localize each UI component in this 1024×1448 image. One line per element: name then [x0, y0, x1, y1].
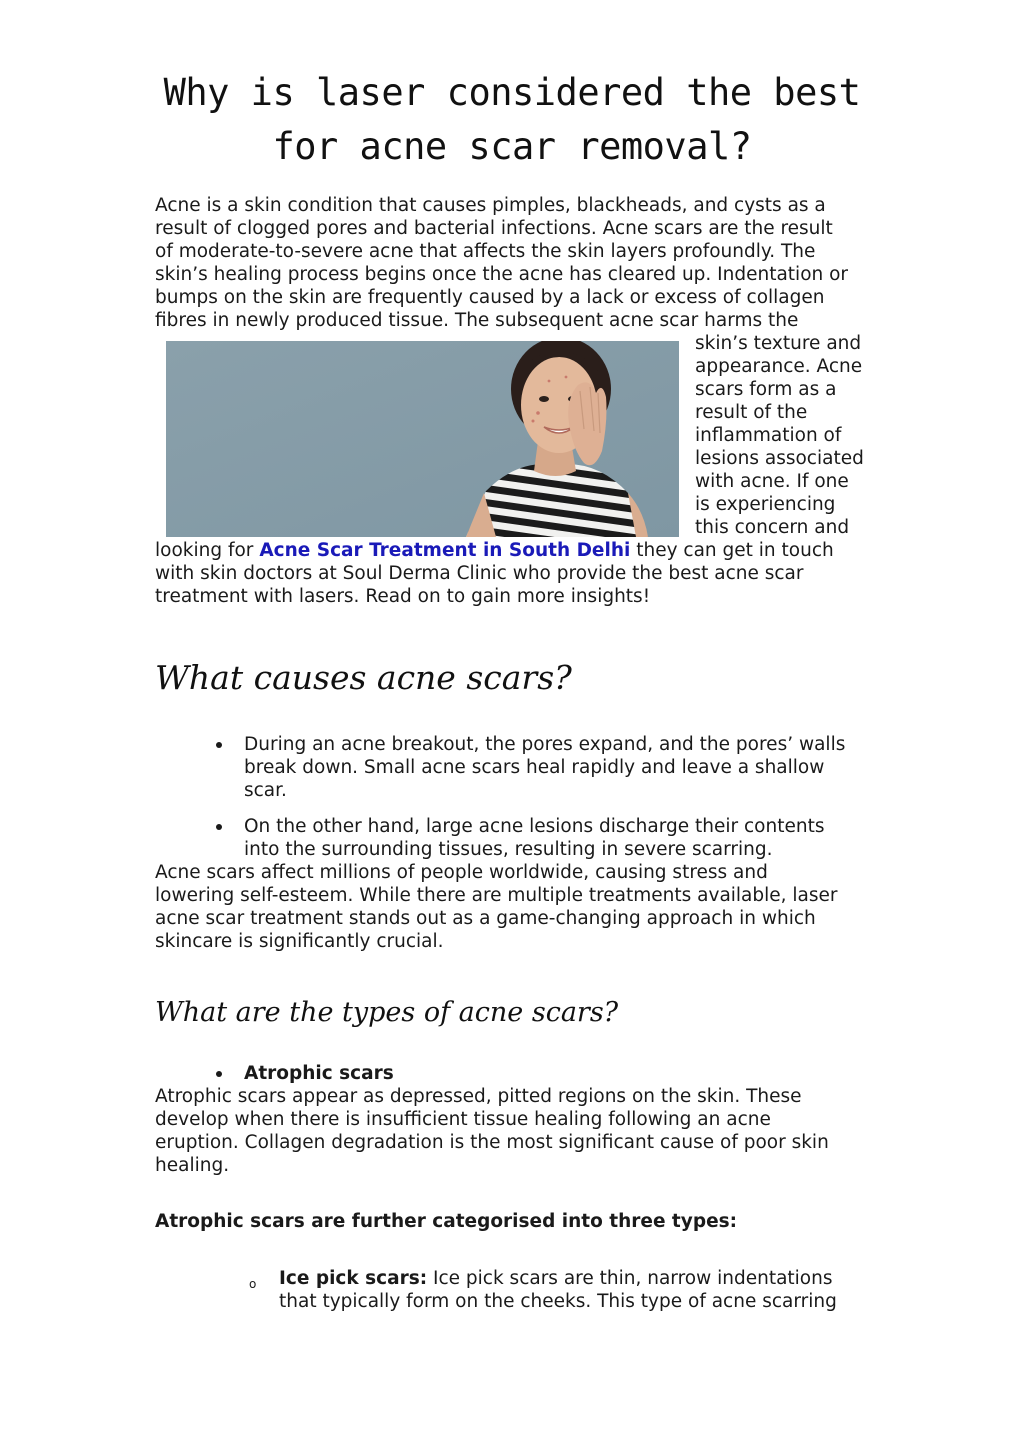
- text-line: bumps on the skin are frequently caused by a lack or excess of collagen: [155, 287, 825, 308]
- text-fragment: they can get in touch: [630, 540, 834, 561]
- text-line: Atrophic scars appear as depressed, pitted regions on the skin. These: [155, 1086, 802, 1107]
- text-line: fibres in newly produced tissue. The subsequent acne scar harms the: [155, 310, 799, 331]
- intro-paragraph: [155, 194, 871, 332]
- atrophic-paragraph: [155, 1085, 871, 1177]
- page-title: [150, 66, 874, 174]
- text-line: is experiencing: [695, 494, 836, 515]
- text-line: result of the: [695, 402, 808, 423]
- wrapped-paragraph: [695, 332, 875, 539]
- text-line: with skin doctors at Soul Derma Clinic who provide the best acne scar: [155, 563, 804, 584]
- text-line: treatment with lasers. Read on to gain more insights!: [155, 586, 651, 607]
- types-list: [244, 1062, 864, 1085]
- causes-paragraph: [155, 861, 871, 953]
- title-line-2: for acne scar removal?: [272, 125, 752, 168]
- hollow-bullet-icon: o: [249, 1277, 257, 1291]
- text-line: appearance. Acne: [695, 356, 863, 377]
- title-line-1: Why is laser considered the best: [163, 71, 861, 114]
- text-line: develop when there is insufficient tissue healing following an acne: [155, 1109, 771, 1130]
- text-fragment: looking for: [155, 540, 260, 561]
- photo-illustration: [166, 341, 679, 537]
- text-line: eruption. Collagen degradation is the most significant cause of poor skin: [155, 1132, 829, 1153]
- text-line: result of clogged pores and bacterial infections. Acne scars are the result: [155, 218, 833, 239]
- list-item-label: Atrophic scars: [244, 1063, 394, 1084]
- bullet-icon: [216, 742, 222, 748]
- text-line: During an acne breakout, the pores expand, and the pores’ walls: [244, 734, 846, 755]
- text-line: this concern and: [695, 517, 850, 538]
- woman-acne-photo: [166, 341, 679, 537]
- bullet-icon: [216, 824, 222, 830]
- text-line: scar.: [244, 780, 287, 801]
- text-line: lowering self-esteem. While there are multiple treatments available, laser: [155, 885, 838, 906]
- text-line: scars form as a: [695, 379, 837, 400]
- section-heading-causes: What causes acne scars?: [155, 658, 572, 697]
- bullet-icon: [216, 1071, 222, 1077]
- text-line: inflammation of: [695, 425, 842, 446]
- text-line: healing.: [155, 1155, 230, 1176]
- list-item: [244, 1062, 864, 1085]
- acne-scar-treatment-link[interactable]: Acne Scar Treatment in South Delhi: [259, 540, 631, 561]
- causes-list: [244, 733, 864, 861]
- text-line: Acne is a skin condition that causes pimples, blackheads, and cysts as a: [155, 195, 826, 216]
- text-line: of moderate-to-severe acne that affects the skin layers profoundly. The: [155, 241, 816, 262]
- list-item: [249, 1267, 869, 1313]
- text-line: Acne scars affect millions of people worldwide, causing stress and: [155, 862, 768, 883]
- list-item: [244, 733, 864, 802]
- text-line: with acne. If one: [695, 471, 849, 492]
- text-line: On the other hand, large acne lesions discharge their contents: [244, 816, 825, 837]
- text-line: acne scar treatment stands out as a game-changing approach in which: [155, 908, 816, 929]
- atrophic-subheading: Atrophic scars are further categorised into three types:: [155, 1211, 738, 1232]
- text-line: into the surrounding tissues, resulting in severe scarring.: [244, 839, 773, 860]
- intro-continuation: [155, 539, 871, 608]
- text-line: that typically form on the cheeks. This type of acne scarring: [279, 1291, 837, 1312]
- text-fragment: Ice pick scars are thin, narrow indentations: [427, 1268, 833, 1289]
- section-heading-types: What are the types of acne scars?: [155, 997, 619, 1028]
- text-line: skincare is significantly crucial.: [155, 931, 444, 952]
- text-line: break down. Small acne scars heal rapidly and leave a shallow: [244, 757, 825, 778]
- text-line: lesions associated: [695, 448, 864, 469]
- list-item-label: Ice pick scars:: [279, 1268, 428, 1289]
- text-line: skin’s texture and: [695, 333, 862, 354]
- text-line: skin’s healing process begins once the acne has cleared up. Indentation or: [155, 264, 849, 285]
- atrophic-types-list: [249, 1267, 869, 1313]
- list-item: [244, 815, 864, 861]
